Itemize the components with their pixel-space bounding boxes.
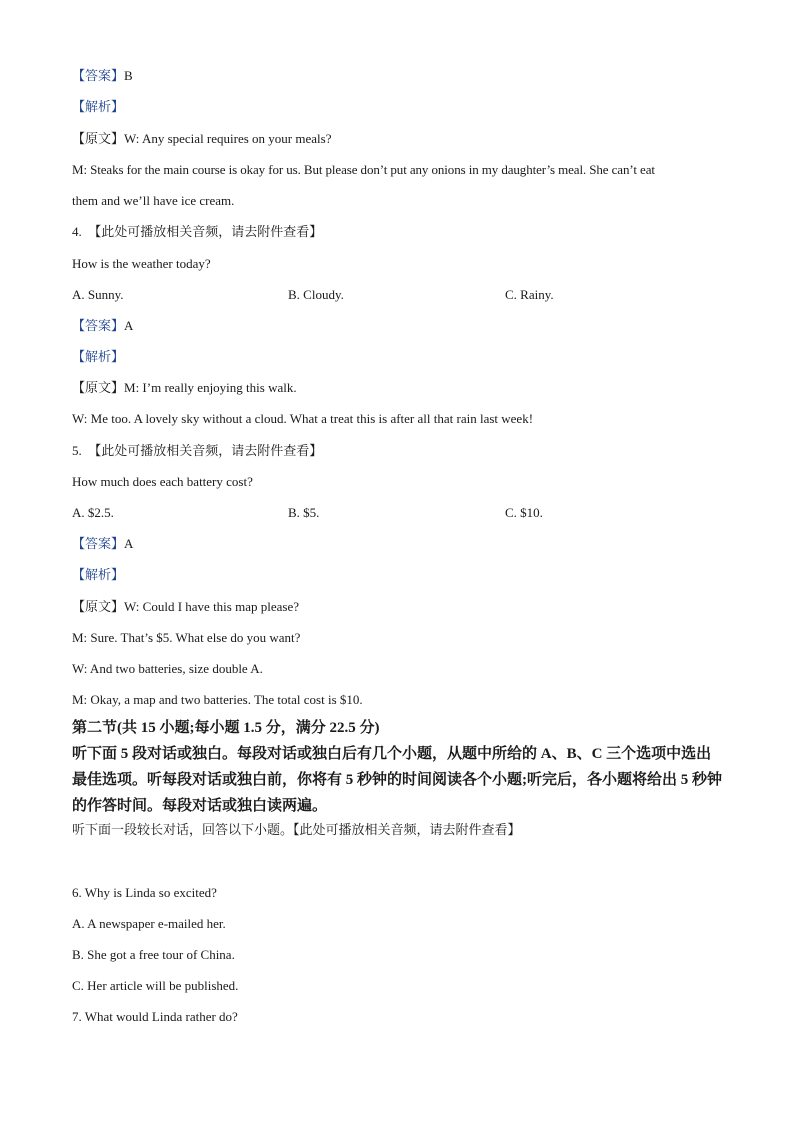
q5-header — [72, 443, 322, 459]
option-b: B. $5. — [288, 505, 320, 520]
option-c: C. $10. — [505, 505, 543, 520]
q6-option-b: B. She got a free tour of China. — [72, 947, 235, 962]
answer-value: B — [124, 68, 133, 83]
answer-value: A — [124, 536, 134, 551]
option-a: A. $2.5. — [72, 505, 114, 520]
q4-transcript-line-2: W: Me too. A lovely sky without a cloud. What a treat this is after all that rain last week! — [72, 411, 534, 426]
q3-transcript-line-1 — [72, 131, 331, 147]
q5-analysis-tag: 【解析】 — [72, 567, 125, 582]
q5-transcript-line-1 — [72, 599, 299, 615]
q6-question: 6. Why is Linda so excited? — [72, 885, 217, 900]
q3-analysis-tag: 【解析】 — [72, 99, 125, 114]
q4-answer-line — [72, 318, 133, 334]
option-a: A. Sunny. — [72, 287, 124, 302]
q5-options — [72, 505, 732, 521]
q7-question: 7. What would Linda rather do? — [72, 1009, 238, 1024]
original-tag: 【原文】 — [72, 131, 125, 146]
question-number: 5. — [72, 443, 82, 458]
transcript-text: M: I’m really enjoying this walk. — [124, 380, 297, 395]
section2-listen-note: 听下面一段较长对话，回答以下小题。【此处可播放相关音频，请去附件查看】 — [72, 822, 521, 837]
q6-option-a: A. A newspaper e-mailed her. — [72, 916, 226, 931]
option-b: B. Cloudy. — [288, 287, 344, 302]
q4-header — [72, 224, 322, 240]
question-number: 4. — [72, 224, 82, 239]
q5-transcript-line-3: W: And two batteries, size double A. — [72, 661, 263, 676]
q3-transcript-line-3: them and we’ll have ice cream. — [72, 193, 235, 208]
option-c: C. Rainy. — [505, 287, 554, 302]
transcript-text: W: Could I have this map please? — [124, 599, 299, 614]
answer-tag: 【答案】 — [72, 68, 125, 83]
answer-value: A — [124, 318, 134, 333]
q3-transcript-line-2: M: Steaks for the main course is okay for us. But please don’t put any onions in my daughter’s meal. She can’t eat — [72, 162, 655, 177]
original-tag: 【原文】 — [72, 599, 125, 614]
answer-tag: 【答案】 — [72, 318, 125, 333]
q4-analysis-tag: 【解析】 — [72, 349, 125, 364]
q5-question: How much does each battery cost? — [72, 474, 253, 489]
q4-options — [72, 287, 732, 303]
audio-note: 【此处可播放相关音频，请去附件查看】 — [88, 443, 323, 458]
q5-transcript-line-4: M: Okay, a map and two batteries. The total cost is $10. — [72, 692, 363, 707]
answer-tag: 【答案】 — [72, 536, 125, 551]
q5-transcript-line-2: M: Sure. That’s $5. What else do you want? — [72, 630, 301, 645]
section2-instructions: 听下面 5 段对话或独白。每段对话或独白后有几个小题，从题中所给的 A、B、C 三个选项中选出最佳选项。听每段对话或独白前，你将有 5 秒钟的时间阅读各个小题;听完后，各小题将给出 5 秒钟的作答时间。每段对话或独白读两遍。 — [72, 746, 722, 814]
transcript-text: W: Any special requires on your meals? — [124, 131, 332, 146]
q5-answer-line — [72, 536, 133, 552]
q4-question: How is the weather today? — [72, 256, 211, 271]
audio-note: 【此处可播放相关音频，请去附件查看】 — [88, 224, 323, 239]
q4-transcript-line-1 — [72, 380, 297, 396]
q3-answer-line — [72, 68, 133, 84]
q6-option-c: C. Her article will be published. — [72, 978, 239, 993]
original-tag: 【原文】 — [72, 380, 125, 395]
section2-heading: 第二节(共 15 小题;每小题 1.5 分，满分 22.5 分) — [72, 720, 380, 736]
